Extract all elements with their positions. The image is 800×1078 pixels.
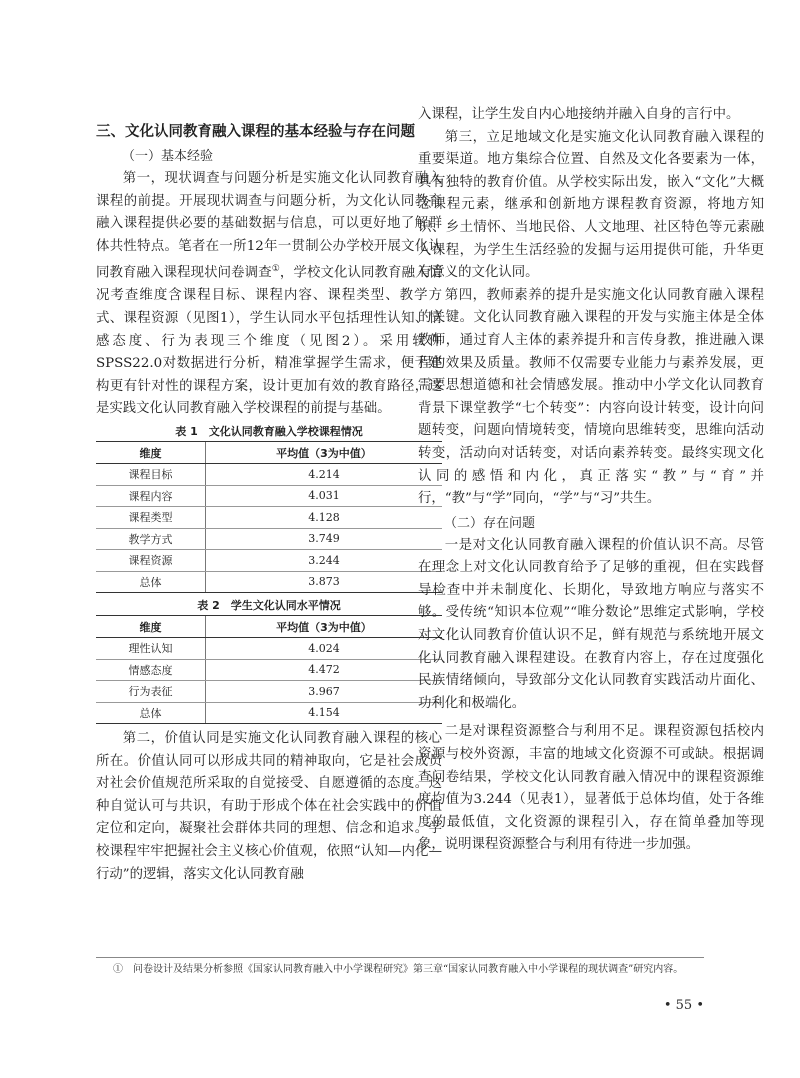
table2-header-dimension: 维度	[96, 616, 205, 638]
table-cell: 总体	[96, 702, 205, 724]
table-row	[96, 571, 442, 593]
table1-header-dimension: 维度	[96, 442, 205, 464]
table-cell: 情感态度	[96, 659, 205, 681]
paragraph-third: 第三，立足地域文化是实施文化认同教育融入课程的重要渠道。地方集综合位置、自然及文化各要素为一体，具有独特的教育价值。从学校实际出发，嵌入“文化”大概念课程元素，继承和创新地方课程教育资源，将地方知识、乡土情怀、当地民俗、人文地理、社区特色等元素融入课程，为学生生活经验的发掘与运用提供可能，升华更有意义的文化认同。	[418, 129, 764, 281]
table-cell: 4.472	[205, 659, 442, 681]
paragraph-first: 第一，现状调查与问题分析是实施文化认同教育融入课程的前提。开展现状调查与问题分析，为文化认同教育融入课程提供必要的基础数据与信息，可以更好地了解群体共性特点。笔者在一所12年一贯制公办学校开展文化认同教育融入课程现状问卷调查①，学校文化认同教育融入情况考查维度含课程目标、课程内容、课程类型、教学方式、课程资源（见图1），学生认同水平包括理性认知、情感态度、行为表现三个维度（见图2）。采用软件SPSS22.0对数据进行分析，精准掌握学生需求，便于建构更有针对性的课程方案，设计更加有效的教育路径，这是实践文化认同教育融入学校课程的前提与基础。	[96, 171, 442, 417]
paragraph-problem-two: 二是对课程资源整合与利用不足。课程资源包括校内资源与校外资源，丰富的地域文化资源不可或缺。根据调查问卷结果，学校文化认同教育融入情况中的课程资源维度均值为3.244（见表1），显著低于总体均值，处于各维度的最低值，文化资源的课程引入，存在简单叠加等现象，说明课程资源整合与利用有待进一步加强。	[418, 724, 764, 853]
table-cell: 课程资源	[96, 550, 205, 572]
table-cell: 4.024	[205, 638, 442, 660]
table-row	[96, 507, 442, 529]
footnote: ① 问卷设计及结果分析参照《国家认同教育融入中小学课程研究》第三章“国家认同教育融入中小学课程的现状调查”研究内容。	[113, 964, 684, 975]
subheading-basic-experience: （一）基本经验	[122, 149, 214, 164]
table-row	[96, 681, 442, 703]
table-row	[96, 550, 442, 572]
paragraph-second-continued: 入课程，让学生发自内心地接纳并融入自身的言行中。	[418, 107, 740, 122]
table-cell: 课程类型	[96, 507, 205, 529]
table2-header-row	[96, 616, 442, 638]
table2	[96, 615, 442, 724]
table-cell: 课程目标	[96, 464, 205, 486]
table-cell: 行为表征	[96, 681, 205, 703]
table2-caption: 表 2 学生文化认同水平情况	[197, 599, 341, 612]
table-cell: 3.749	[205, 528, 442, 550]
table-row	[96, 528, 442, 550]
footnote-mark[interactable]: ①	[271, 264, 280, 275]
left-column	[96, 104, 442, 886]
paragraph-problem-one: 一是对文化认同教育融入课程的价值认识不高。尽管在理念上对文化认同教育给予了足够的重视，但在实践督导检查中并未制度化、长期化，导致地方响应与落实不够。受传统“知识本位观”“唯分数论”思维定式影响，学校对文化认同教育价值认识不足，鲜有规范与系统地开展文化认同教育融入课程建设。在教育内容上，存在过度强化民族情绪倾向，导致部分文化认同教育实践活动片面化、功利化和极端化。	[418, 537, 764, 711]
paragraph-second: 第二，价值认同是实施文化认同教育融入课程的核心所在。价值认同可以形成共同的精神取向，它是社会成员对社会价值规范所采取的自觉接受、自愿遵循的态度。这种自觉认可与共识，有助于形成个体在社会实践中的价值定位和定向，凝聚社会群体共同的理想、信念和追求。学校课程牢牢把握社会主义核心价值观，依照“认知—内化—行动”的逻辑，落实文化认同教育融	[96, 731, 442, 882]
table-row	[96, 638, 442, 660]
table2-header-mean: 平均值（3为中值）	[205, 616, 442, 638]
table-cell: 3.244	[205, 550, 442, 572]
table-cell: 课程内容	[96, 485, 205, 507]
table-row	[96, 702, 442, 724]
footnote-divider	[96, 957, 704, 958]
table-cell: 教学方式	[96, 528, 205, 550]
table1-header-row	[96, 442, 442, 464]
table-cell: 4.128	[205, 507, 442, 529]
section-title: 三、文化认同教育融入课程的基本经验与存在问题	[96, 124, 415, 140]
table-cell: 3.873	[205, 571, 442, 593]
table-row	[96, 659, 442, 681]
table1-header-mean: 平均值（3为中值）	[205, 442, 442, 464]
subheading-existing-problems: （二）存在问题	[444, 515, 536, 531]
table-cell: 总体	[96, 571, 205, 593]
table-cell: 4.031	[205, 485, 442, 507]
page-number: • 55 •	[663, 998, 704, 1013]
table-row	[96, 485, 442, 507]
table1-caption: 表 1 文化认同教育融入学校课程情况	[175, 425, 363, 438]
right-column	[418, 104, 764, 857]
table-cell: 3.967	[205, 681, 442, 703]
table-row	[96, 464, 442, 486]
paragraph-fourth: 第四，教师素养的提升是实施文化认同教育融入课程的关键。文化认同教育融入课程的开发与实施主体是全体教师，通过育人主体的素养提升和言传身教，推进融入课程的效果及质量。教师不仅需要专业能力与素养发展，更需要思想道德和社会情感发展。推动中小学文化认同教育背景下课堂教学“七个转变”：内容向设计转变，设计向问题转变，问题向情境转变，情境向思维转变，思维向活动转变，活动向对话转变，对话向素养转变。最终实现文化认同的感悟和内化，真正落实“教”与“育”并行，“教”与“学”同向，“学”与“习”共生。	[418, 287, 764, 507]
table-cell: 4.154	[205, 702, 442, 724]
table-cell: 理性认知	[96, 638, 205, 660]
table-cell: 4.214	[205, 464, 442, 486]
table1	[96, 441, 442, 593]
